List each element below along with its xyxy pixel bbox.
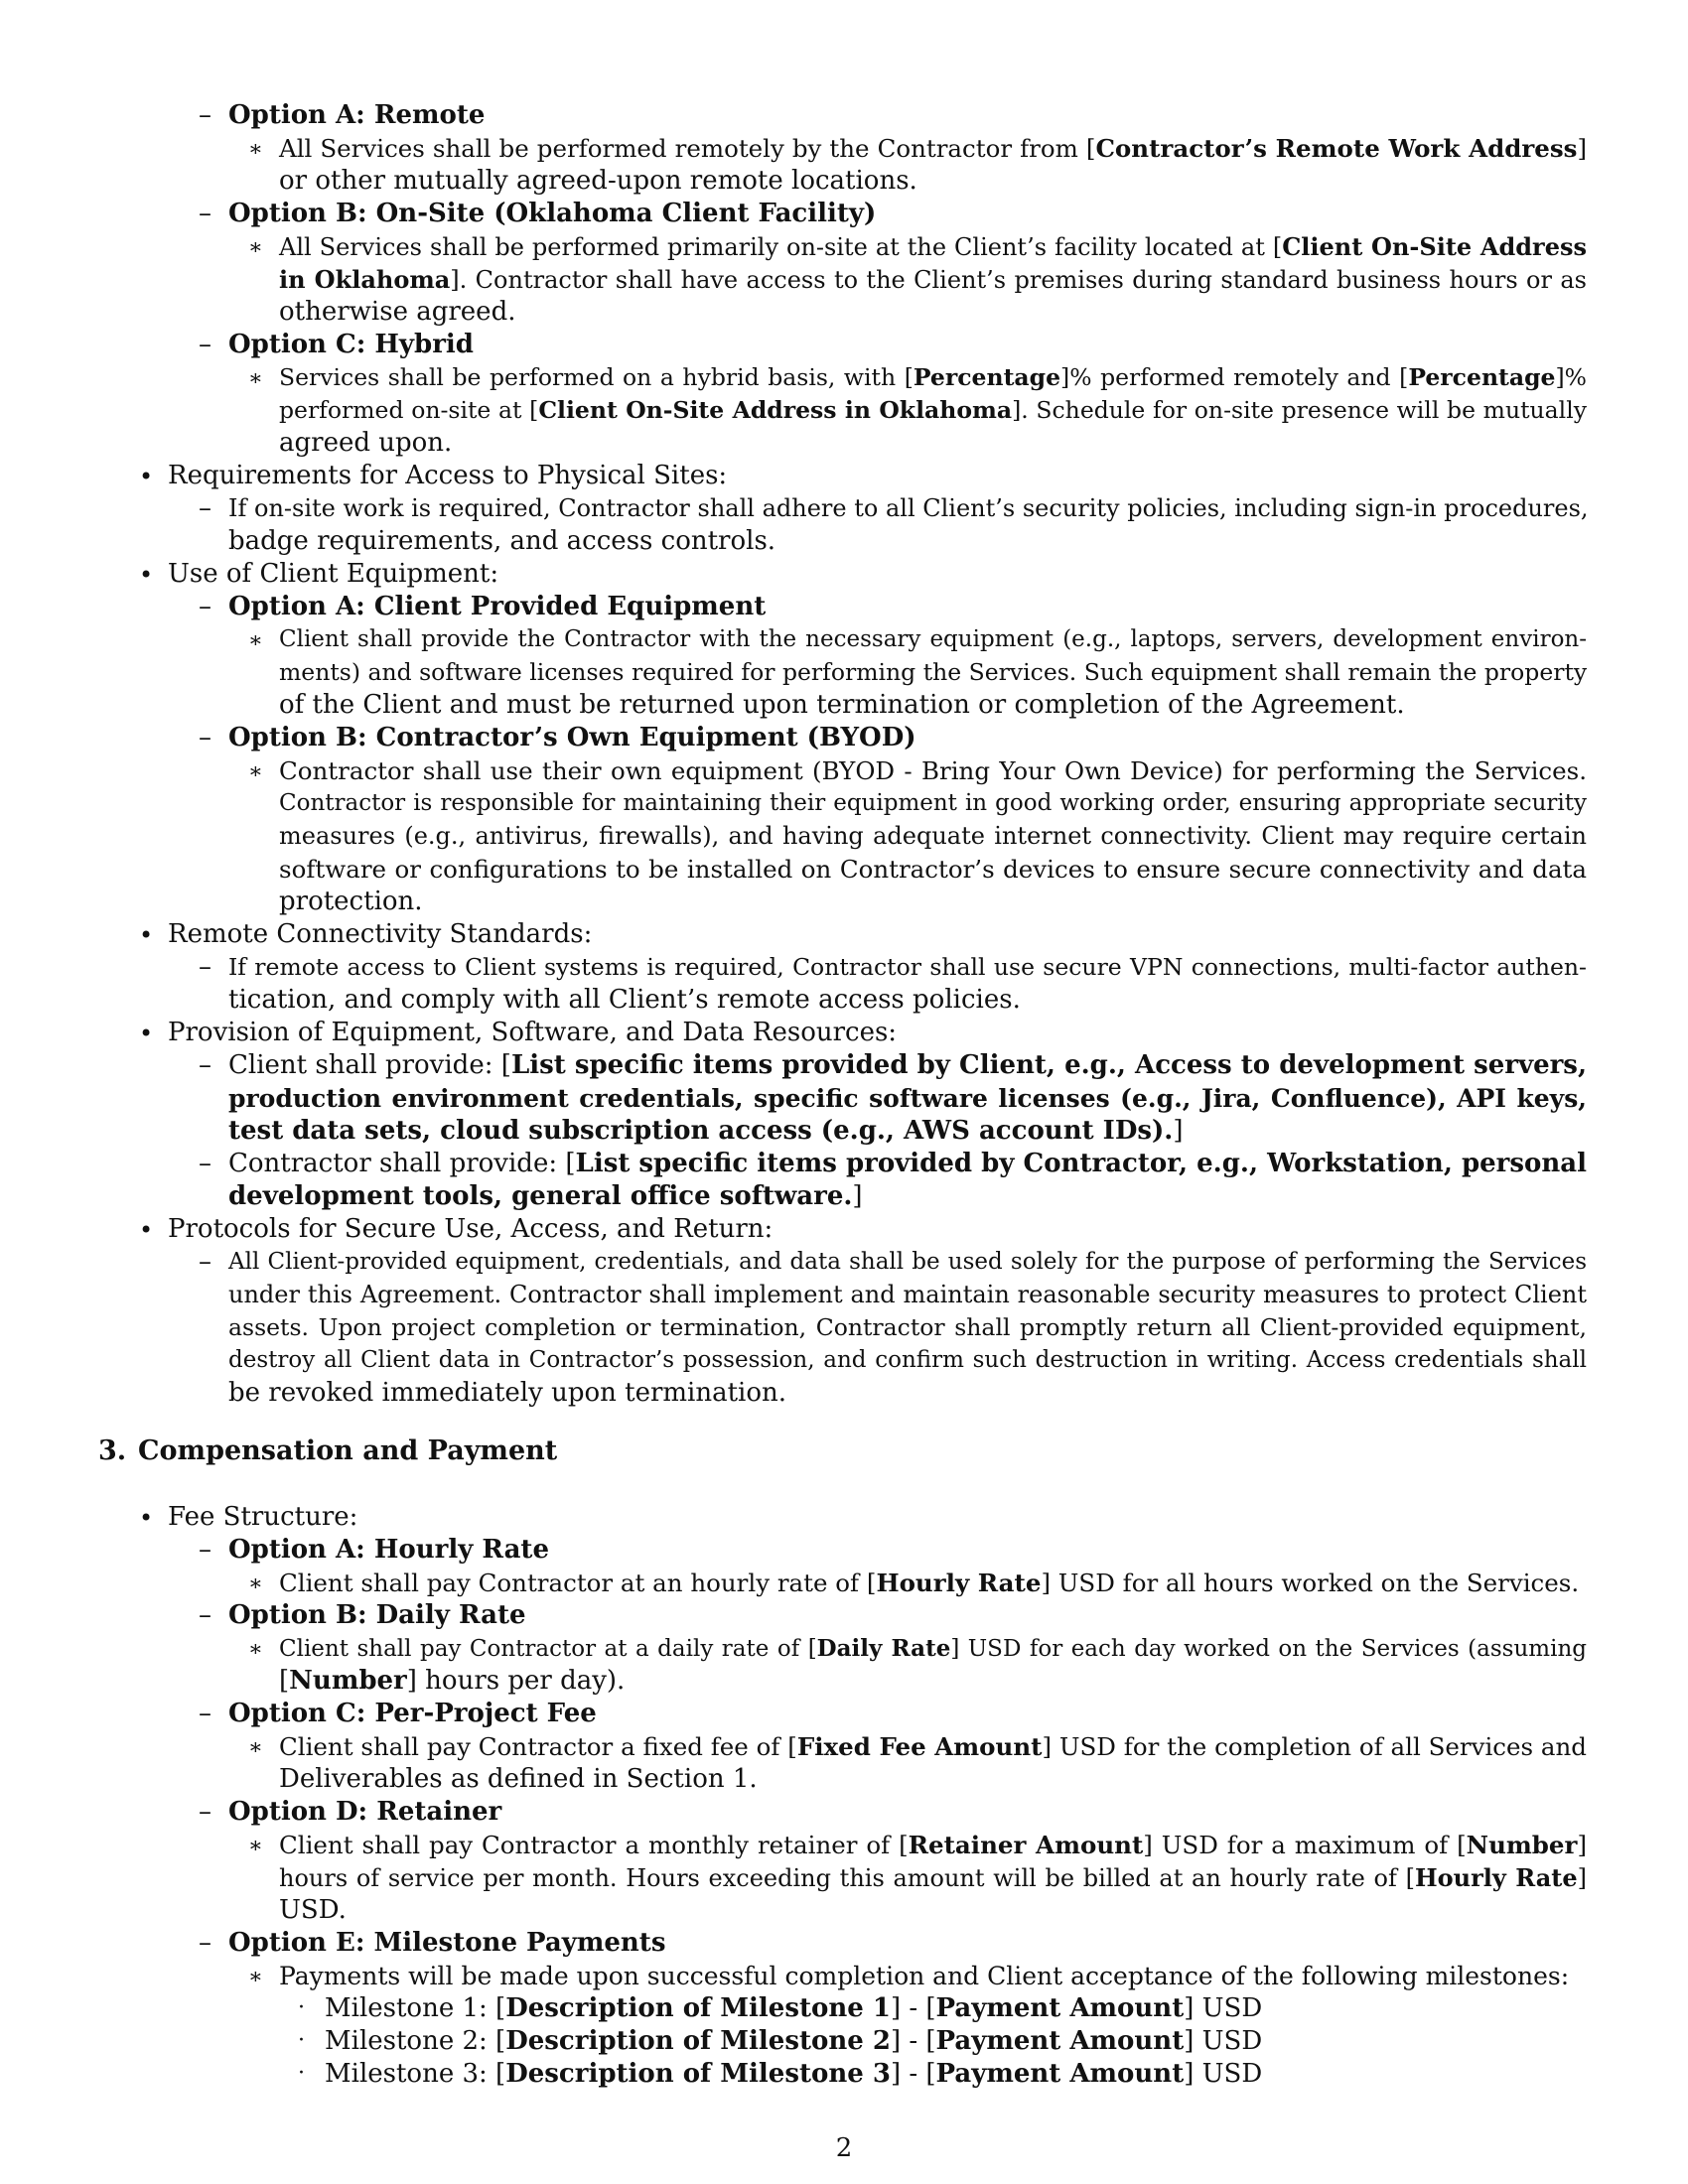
equipment-option-b-line-2: Contractor is responsible for maintaining their equipment in good working order, ensuring appropriate security: [279, 790, 1587, 816]
equipment-option-a-line-1: Client shall provide the Contractor with the necessary equipment (e.g., laptops, servers, development environ-: [279, 626, 1587, 652]
access-requirements-label: Requirements for Access to Physical Sites:: [168, 461, 728, 490]
daily-rate-text-line-1: Client shall pay Contractor at a daily rate of [Daily Rate] USD for each day worked on the Services (assuming: [279, 1635, 1587, 1662]
asterisk-marker: ∗: [248, 366, 263, 391]
option-c-hybrid-title: Option C: Hybrid: [228, 330, 474, 359]
asterisk-marker: ∗: [248, 1571, 263, 1596]
dash-marker: –: [199, 592, 211, 621]
provision-contractor-line-2: development tools, general office software.]: [228, 1181, 863, 1211]
equipment-option-a-line-3: of the Client and must be returned upon termination or completion of the Agreement.: [279, 690, 1405, 720]
option-c-hybrid-text-line-2: performed on-site at [Client On-Site Address in Oklahoma]. Schedule for on-site presence will be mutually: [279, 396, 1587, 424]
section-title: Compensation and Payment: [138, 1435, 558, 1466]
asterisk-marker: ∗: [248, 628, 263, 653]
retainer-text-line-2: hours of service per month. Hours exceeding this amount will be billed at an hourly rate of [Hourly Rate]: [279, 1863, 1587, 1892]
access-requirements-line-2: badge requirements, and access controls.: [228, 526, 776, 556]
asterisk-marker: ∗: [248, 759, 263, 784]
daily-rate-text-line-2: [Number] hours per day).: [279, 1666, 626, 1696]
option-a-remote-text-line-2: or other mutually agreed-upon remote locations.: [279, 166, 917, 196]
option-a-remote-title: Option A: Remote: [228, 100, 486, 130]
dash-marker: –: [199, 1797, 211, 1827]
retainer-title: Option D: Retainer: [228, 1797, 502, 1827]
dash-marker: –: [199, 493, 211, 523]
provision-contractor-line-1: Contractor shall provide: [List specific items provided by Contractor, e.g., Workstation, personal: [228, 1149, 1587, 1178]
per-project-fee-text-line-2: Deliverables as defined in Section 1.: [279, 1764, 758, 1794]
remote-connectivity-line-2: tication, and comply with all Client’s remote access policies.: [228, 985, 1021, 1015]
dash-marker: –: [199, 100, 211, 130]
asterisk-marker: ∗: [248, 1834, 263, 1858]
dash-marker: –: [199, 1928, 211, 1958]
asterisk-marker: ∗: [248, 1735, 263, 1760]
asterisk-marker: ∗: [248, 137, 263, 162]
equipment-option-b-line-3: measures (e.g., antivirus, firewalls), and having adequate internet connectivity. Client may require certain: [279, 822, 1587, 850]
client-equipment-label: Use of Client Equipment:: [168, 559, 499, 589]
dash-marker: –: [199, 330, 211, 359]
protocols-line-3: assets. Upon project completion or termination, Contractor shall promptly return all Client-provided equipment,: [228, 1313, 1587, 1341]
per-project-fee-text-line-1: Client shall pay Contractor a fixed fee of [Fixed Fee Amount] USD for the completion of all Services and: [279, 1732, 1587, 1761]
bullet-marker: •: [139, 1504, 154, 1532]
provision-client-line-3: test data sets, cloud subscription access (e.g., AWS account IDs).]: [228, 1116, 1184, 1146]
bullet-marker: •: [139, 1020, 154, 1047]
equipment-option-a-title: Option A: Client Provided Equipment: [228, 592, 767, 621]
option-b-onsite-text-line-2: in Oklahoma]. Contractor shall have access to the Client’s premises during standard business hours or as: [279, 265, 1587, 294]
dash-marker: –: [199, 1699, 211, 1728]
option-b-onsite-text-line-3: otherwise agreed.: [279, 297, 516, 327]
option-c-hybrid-text-line-3: agreed upon.: [279, 428, 453, 458]
milestone-payments-title: Option E: Milestone Payments: [228, 1928, 666, 1958]
protocols-line-2: under this Agreement. Contractor shall implement and maintain reasonable security measures to protect Client: [228, 1281, 1587, 1308]
remote-connectivity-label: Remote Connectivity Standards:: [168, 919, 593, 949]
remote-connectivity-line-1: If remote access to Client systems is required, Contractor shall use secure VPN connections, multi-factor authen-: [228, 953, 1587, 981]
bullet-marker: •: [139, 921, 154, 949]
per-project-fee-title: Option C: Per-Project Fee: [228, 1699, 597, 1728]
option-b-onsite-title: Option B: On-Site (Oklahoma Client Facility): [228, 199, 877, 228]
hourly-rate-title: Option A: Hourly Rate: [228, 1535, 549, 1565]
retainer-text-line-1: Client shall pay Contractor a monthly retainer of [Retainer Amount] USD for a maximum of [Number]: [279, 1831, 1587, 1859]
retainer-text-line-3: USD.: [279, 1895, 347, 1925]
hourly-rate-text: Client shall pay Contractor at an hourly rate of [Hourly Rate] USD for all hours worked on the Services.: [279, 1569, 1580, 1597]
equipment-option-b-line-4: software or configurations to be installed on Contractor’s devices to ensure secure connectivity and data: [279, 855, 1587, 884]
dash-marker: –: [199, 1535, 211, 1565]
dash-marker: –: [199, 1600, 211, 1630]
daily-rate-title: Option B: Daily Rate: [228, 1600, 526, 1630]
dash-marker: –: [199, 952, 211, 982]
protocols-line-4: destroy all Client data in Contractor’s possession, and confirm such destruction in writing. Access credentials shall: [228, 1347, 1587, 1373]
protocols-label: Protocols for Secure Use, Access, and Return:: [168, 1214, 774, 1244]
option-c-hybrid-text-line-1: Services shall be performed on a hybrid basis, with [Percentage]% performed remotely and [Percentage]%: [279, 363, 1587, 391]
milestone-item: Milestone 3: [Description of Milestone 3] - [Payment Amount] USD: [325, 2059, 1263, 2089]
milestone-item: Milestone 1: [Description of Milestone 1] - [Payment Amount] USD: [325, 1993, 1263, 2023]
option-b-onsite-text-line-1: All Services shall be performed primarily on-site at the Client’s facility located at [Client On-Site Address: [279, 232, 1587, 261]
dot-marker: ·: [298, 1995, 305, 2020]
dash-marker: –: [199, 1247, 211, 1277]
asterisk-marker: ∗: [248, 1637, 263, 1662]
option-a-remote-text-line-1: All Services shall be performed remotely by the Contractor from [Contractor’s Remote Work Address]: [279, 134, 1587, 163]
dot-marker: ·: [298, 2061, 305, 2086]
page-number: 2: [835, 2133, 853, 2163]
provision-client-line-1: Client shall provide: [List specific items provided by Client, e.g., Access to development servers,: [228, 1050, 1587, 1080]
milestone-payments-intro: Payments will be made upon successful completion and Client acceptance of the following milestones:: [279, 1962, 1570, 1990]
dash-marker: –: [199, 723, 211, 752]
dash-marker: –: [199, 199, 211, 228]
bullet-marker: •: [139, 463, 154, 490]
milestone-item: Milestone 2: [Description of Milestone 2] - [Payment Amount] USD: [325, 2026, 1263, 2056]
equipment-option-a-line-2: ments) and software licenses required for performing the Services. Such equipment shall remain the property: [279, 658, 1588, 686]
bullet-marker: •: [139, 561, 154, 589]
protocols-line-5: be revoked immediately upon termination.: [228, 1378, 787, 1408]
asterisk-marker: ∗: [248, 1965, 263, 1989]
dash-marker: –: [199, 1149, 211, 1178]
protocols-line-1: All Client-provided equipment, credentials, and data shall be used solely for the purpose of performing the Services: [228, 1249, 1587, 1275]
dot-marker: ·: [298, 2028, 305, 2053]
fee-structure-label: Fee Structure:: [168, 1502, 358, 1532]
dash-marker: –: [199, 1050, 211, 1080]
provision-label: Provision of Equipment, Software, and Data Resources:: [168, 1018, 898, 1047]
asterisk-marker: ∗: [248, 235, 263, 260]
equipment-option-b-line-5: protection.: [279, 887, 423, 916]
bullet-marker: •: [139, 1216, 154, 1244]
equipment-option-b-line-1: Contractor shall use their own equipment (BYOD - Bring Your Own Device) for performing the Services.: [279, 756, 1587, 785]
equipment-option-b-title: Option B: Contractor’s Own Equipment (BYOD): [228, 723, 916, 752]
section-number: 3.: [98, 1435, 127, 1466]
provision-client-line-2: production environment credentials, specific software licenses (e.g., Jira, Confluence), API keys,: [228, 1084, 1587, 1113]
access-requirements-line-1: If on-site work is required, Contractor shall adhere to all Client’s security policies, including sign-in procedures,: [228, 494, 1589, 522]
